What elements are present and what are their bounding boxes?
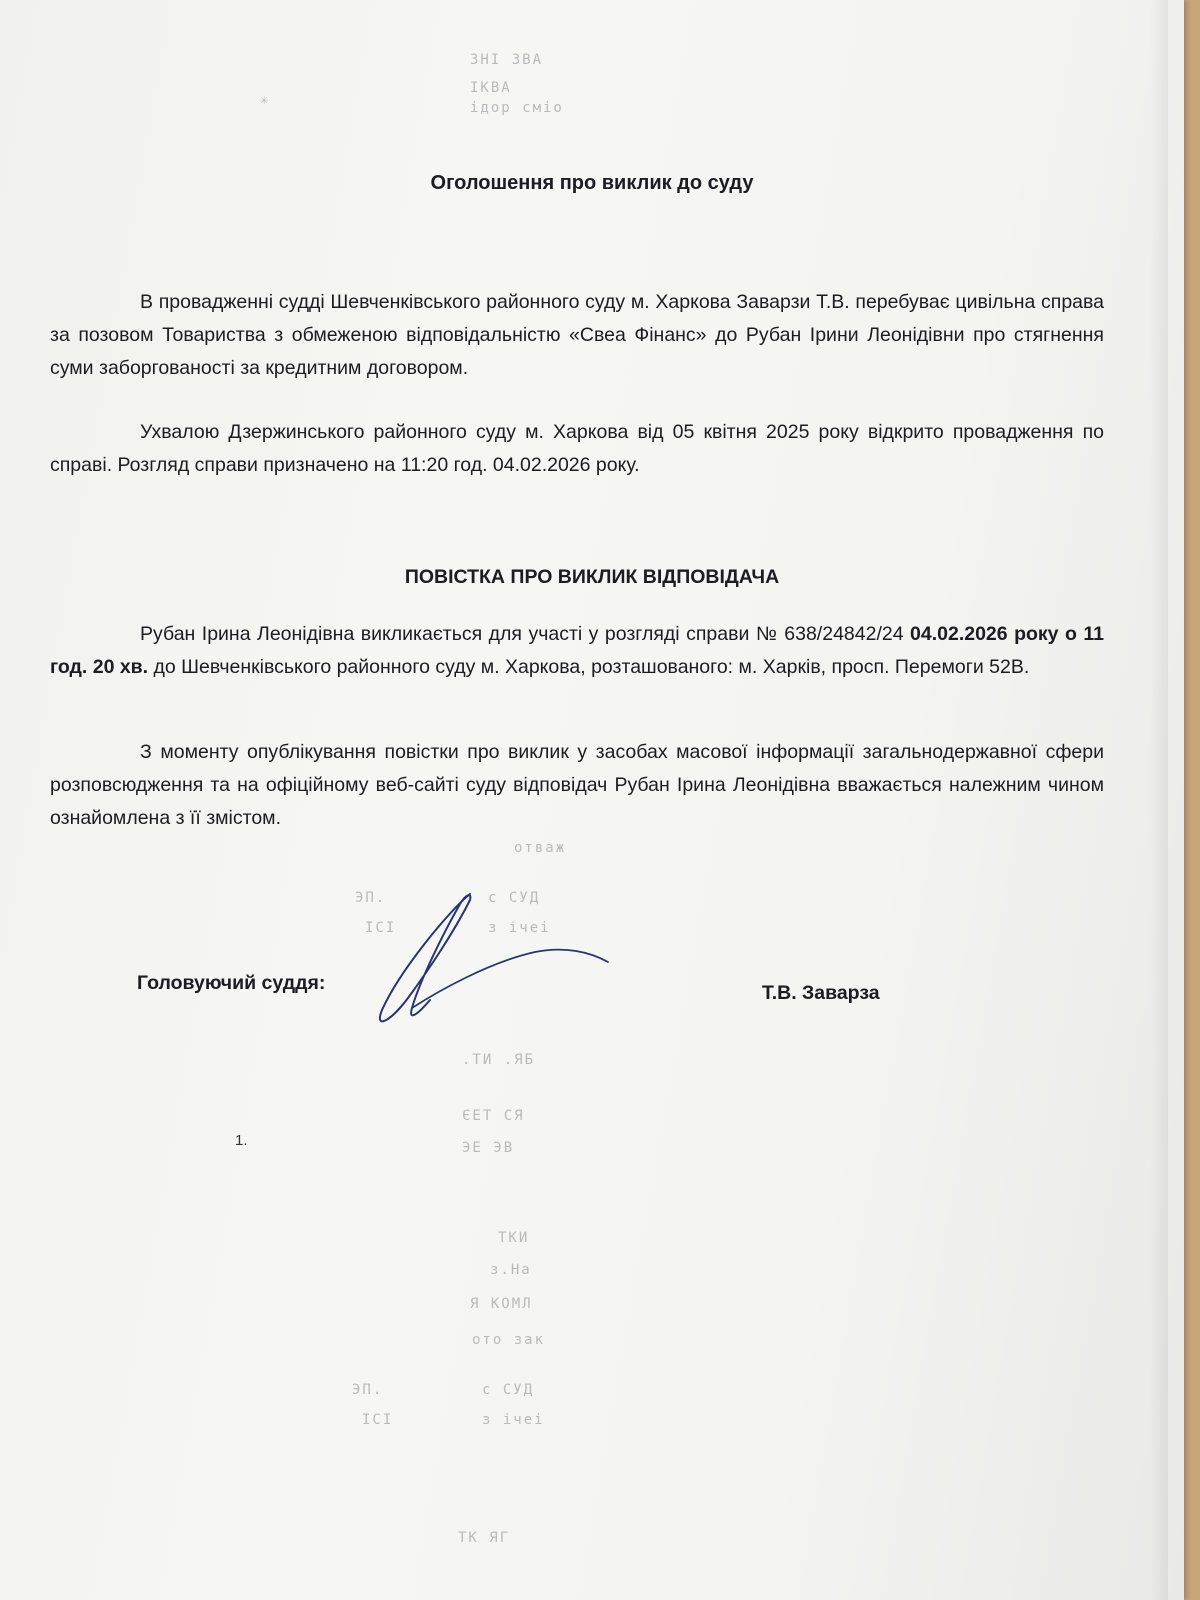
announcement-title: Оголошення про виклик до суду	[430, 172, 754, 194]
bleed-through-mark: ЭП.	[355, 890, 387, 906]
bleed-through-mark: Я КОМЛ	[470, 1296, 533, 1312]
bleed-through-mark: ΙCI	[365, 920, 397, 936]
bleed-through-mark: .ТИ .ЯБ	[462, 1052, 536, 1068]
bleed-through-mark: ЗНІ ЗВА	[470, 52, 544, 68]
page-mark: 1.	[235, 1132, 248, 1149]
bleed-through-mark: ТК ЯГ	[458, 1530, 511, 1546]
bleed-through-mark: ото зак	[472, 1332, 546, 1348]
bleed-through-mark: ΙCI	[362, 1412, 394, 1428]
paragraph-summons	[50, 618, 1104, 684]
bleed-through-mark: с СУД	[488, 890, 541, 906]
bleed-through-mark: з ічеі	[482, 1412, 545, 1428]
paragraph-case-description: В провадженні судді Шевченківського районного суду м. Харкова Заварзи Т.В. перебуває цивільна справа за позовом Товариства з обмеженою відповідальністю «Свеа Фінанс» до Рубан Ірини Леонідівни про стягнення суми заборгованості за кредитним договором.	[50, 291, 1104, 379]
bleed-through-mark: ЭП.	[352, 1382, 384, 1398]
bleed-through-mark: ідор сміо	[470, 100, 564, 116]
signature-stroke	[380, 894, 471, 1021]
bleed-through-mark: ТКИ	[498, 1230, 530, 1246]
signature-stroke	[412, 950, 608, 1008]
signature	[360, 890, 620, 1040]
bleed-through-mark: отваж	[514, 840, 567, 856]
bleed-through-mark: ЄЕТ СЯ	[462, 1108, 525, 1124]
paragraph-proceedings-opened: Ухвалою Дзержинського районного суду м. Харкова від 05 квітня 2025 року відкрито провадження по справі. Розгляд справи призначено на 11:20 год. 04.02.2026 року.	[50, 421, 1104, 476]
paragraph-publication-notice: З моменту опублікування повістки про виклик у засобах масової інформації загальнодержавної сфери розповсюдження та на офіційному веб-сайті суду відповідач Рубан Ірина Леонідівна вважається належним чином ознайомлена з її змістом.	[50, 741, 1104, 829]
bleed-through-mark: з.На	[490, 1262, 532, 1278]
bleed-through-mark: з ічеі	[488, 920, 551, 936]
summons-lead-text: Рубан Ірина Леонідівна викликається для участі у розгляді справи № 638/24842/24	[140, 623, 911, 645]
summons-datetime: 04.02.2026 року о 11 год. 20 хв.	[50, 623, 1104, 678]
signer-name: Т.В. Заварза	[762, 982, 880, 1004]
summons-location-text: до Шевченківського районного суду м. Харкова, розташованого: м. Харків, просп. Перемоги 52В.	[148, 656, 1030, 678]
page-edge-shadow	[1150, 0, 1168, 1600]
bleed-through-mark: ІКВА	[470, 80, 512, 96]
bleed-through-mark: ЭЕ ЭВ	[462, 1140, 515, 1156]
signer-label: Головуючий суддя:	[137, 972, 326, 994]
bleed-through-mark: с СУД	[482, 1382, 535, 1398]
summons-title: ПОВІСТКА ПРО ВИКЛИК ВІДПОВІДАЧА	[404, 566, 780, 588]
bleed-through-mark: ✳	[260, 92, 271, 108]
